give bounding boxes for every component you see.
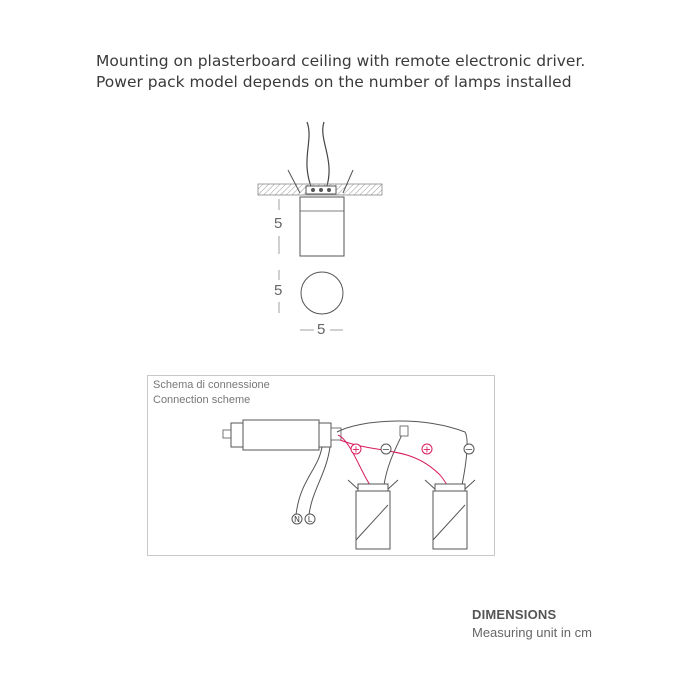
width-dimension-label: 5 (317, 321, 326, 338)
svg-text:−: − (464, 444, 474, 456)
svg-text:+: + (422, 444, 432, 456)
svg-text:−: − (381, 444, 391, 456)
intro-line-2: Power pack model depends on the number of lamps installed (96, 73, 572, 91)
dimensions-title: DIMENSIONS (472, 607, 557, 622)
scheme-title-it: Schema di connessione (153, 379, 270, 391)
minus-symbol-2 (464, 444, 474, 456)
scheme-title-en: Connection scheme (153, 394, 251, 406)
mains-terminal-n (292, 514, 302, 524)
diameter-dimension-label: 5 (274, 282, 283, 299)
measuring-unit-note: Measuring unit in cm (472, 625, 592, 640)
height-dimension-label: 5 (274, 215, 283, 232)
intro-line-1: Mounting on plasterboard ceiling with remote electronic driver. (96, 52, 586, 70)
svg-text:N: N (294, 515, 300, 524)
lamp-2 (425, 480, 475, 549)
dimensions-footer (472, 607, 592, 640)
lamp-1 (348, 480, 398, 549)
svg-text:+: + (351, 444, 361, 456)
positive-wire (338, 435, 370, 485)
junction-connector (400, 426, 408, 436)
mains-terminal-l (305, 514, 315, 524)
plus-symbol-2 (422, 444, 432, 456)
minus-symbol-1 (381, 444, 391, 456)
svg-text:L: L (307, 515, 313, 524)
electronic-driver (223, 420, 341, 450)
plus-symbol-1 (351, 444, 361, 456)
